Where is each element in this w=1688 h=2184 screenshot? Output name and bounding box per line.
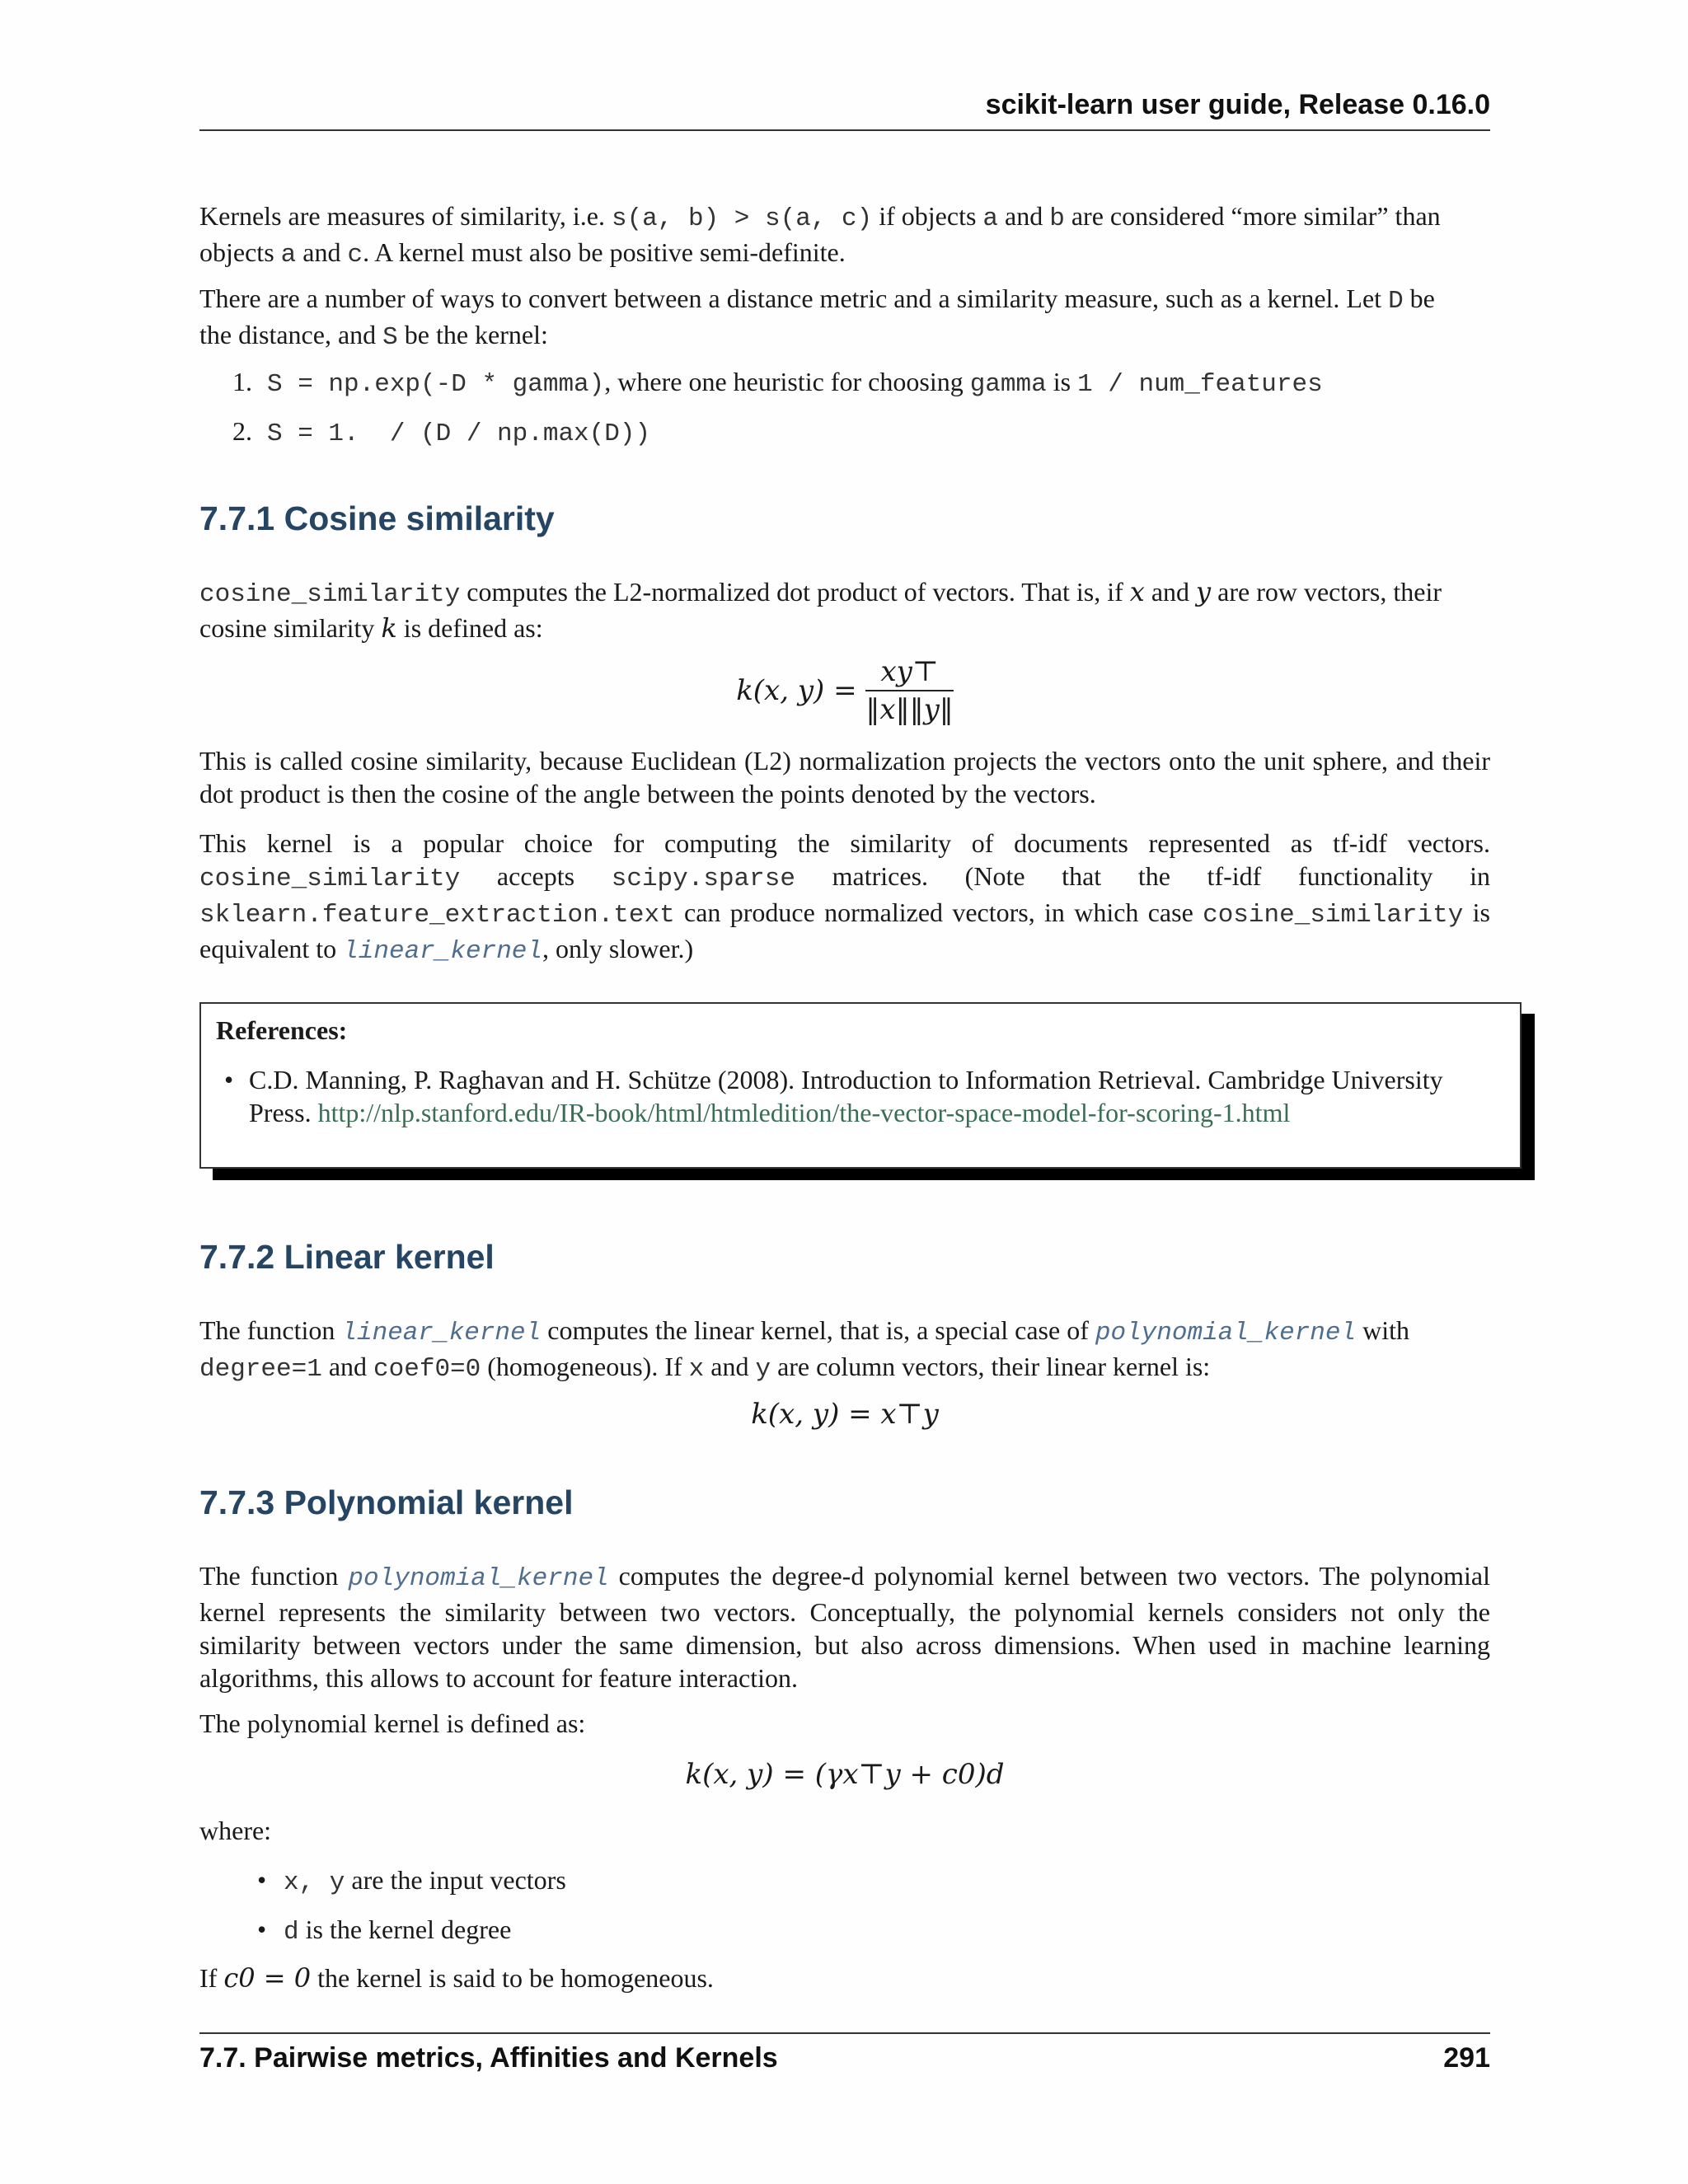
polynomial-paragraph-1	[199, 1559, 1490, 1694]
reference-link[interactable]: http://nlp.stanford.edu/IR-book/html/htmledition/the-vector-space-model-for-scoring-1.html	[317, 1098, 1291, 1127]
equation-lhs: k(x, y) =	[736, 674, 866, 707]
text: can produce normalized vectors, in which case	[674, 898, 1203, 927]
inline-code: x	[688, 1355, 705, 1384]
conversion-list-item-2	[232, 415, 650, 451]
text: computes the L2-normalized dot product of vectors. That is, if	[460, 577, 1130, 607]
linear-kernel-link[interactable]: linear_kernel	[341, 1319, 542, 1347]
fraction-denominator: ‖x‖‖y‖	[865, 693, 954, 726]
intro-paragraph-2	[199, 282, 1490, 354]
conversion-list-item-1	[232, 365, 1323, 401]
homogeneous-note	[199, 1961, 1490, 1994]
text: and	[296, 237, 348, 267]
inline-code: scipy.sparse	[611, 865, 795, 893]
list-item	[257, 1863, 566, 1900]
text: (homogeneous). If	[481, 1352, 689, 1381]
linear-kernel-link[interactable]: linear_kernel	[343, 937, 543, 966]
references-title: References:	[216, 1015, 348, 1045]
text: are the input vectors	[345, 1865, 566, 1895]
inline-code: cosine_similarity	[199, 580, 461, 609]
section-heading-polynomial: 7.7.3 Polynomial kernel	[199, 1483, 574, 1521]
cosine-paragraph-3	[199, 827, 1490, 968]
inline-code: cosine_similarity	[1203, 901, 1464, 930]
text: accepts	[460, 861, 612, 891]
text: This kernel is a popular choice for computing the similarity of documents represented as tf-idf vectors.	[199, 828, 1490, 858]
inline-code: S = 1. / (D / np.max(D))	[267, 419, 651, 448]
text: matrices. (Note that the tf-idf functionality in	[795, 861, 1491, 891]
text: Kernels are measures of similarity, i.e.	[199, 201, 612, 231]
text: computes the degree-d polynomial kernel between two vectors. The polynomial kernel represents the similarity between two vectors. Conceptually, the polynomial kernels considers not only the similarity between vectors under the same dimension, but also across dimensions. When used in machine learning algorithms, this allows to account for feature interaction.	[199, 1561, 1491, 1693]
list-number: 1.	[232, 367, 252, 396]
footer-section-title: 7.7. Pairwise metrics, Affinities and Kernels	[199, 2042, 778, 2074]
inline-code: b	[1049, 204, 1065, 233]
text: and	[321, 1352, 374, 1381]
cosine-equation	[199, 655, 1490, 726]
bullet: •	[224, 1065, 234, 1094]
fraction	[865, 655, 953, 726]
text: The function	[199, 1315, 342, 1345]
fraction-numerator: xy⊤	[865, 655, 953, 691]
bullet: •	[257, 1865, 267, 1895]
math-expression: c0 = 0	[223, 1962, 312, 1994]
inline-code: coef0=0	[373, 1355, 481, 1384]
text: are column vectors, their linear kernel is:	[771, 1352, 1211, 1381]
inline-code: d	[284, 1918, 299, 1947]
inline-code: S = np.exp(-D * gamma)	[267, 370, 605, 399]
inline-code: sklearn.feature_extraction.text	[199, 901, 675, 930]
linear-equation: k(x, y) = x⊤y	[751, 1398, 939, 1431]
where-label: where:	[199, 1816, 272, 1845]
section-heading-cosine: 7.7.1 Cosine similarity	[199, 499, 555, 537]
inline-code: S	[382, 323, 398, 352]
text: , only slower.)	[542, 934, 694, 963]
math-var: x	[1129, 576, 1145, 607]
math-var: y	[1196, 576, 1212, 607]
list-number: 2.	[232, 416, 252, 446]
text: are row vectors, their	[1211, 577, 1442, 607]
inline-code: gamma	[969, 370, 1047, 399]
references-box	[199, 1002, 1522, 1169]
text: if objects	[872, 201, 983, 231]
inline-code: a	[982, 204, 999, 233]
inline-code: D	[1388, 287, 1404, 316]
inline-code: degree=1	[199, 1355, 322, 1384]
section-heading-linear: 7.7.2 Linear kernel	[199, 1238, 495, 1276]
footer-rule	[199, 2032, 1490, 2034]
text: and	[704, 1352, 756, 1381]
text: and	[998, 201, 1050, 231]
reference-item	[224, 1063, 1477, 1129]
reference-text: C.D. Manning, P. Raghavan and H. Schütze (2008). Introduction to Information Retrieval. Cambridge University Press.	[249, 1065, 1443, 1127]
polynomial-kernel-link[interactable]: polynomial_kernel	[348, 1564, 609, 1593]
polynomial-equation: k(x, y) = (γx⊤y + c0)d	[685, 1758, 1005, 1791]
inline-code: c	[347, 241, 363, 269]
text: computes the linear kernel, that is, a special case of	[541, 1315, 1095, 1345]
inline-code: s(a, b) > s(a, c)	[611, 204, 873, 233]
text: the distance, and	[199, 320, 383, 349]
polynomial-kernel-link[interactable]: polynomial_kernel	[1095, 1319, 1357, 1347]
inline-code: 1 / num_features	[1077, 370, 1323, 399]
text: is equivalent to	[199, 898, 1491, 963]
text: with	[1356, 1315, 1410, 1345]
linear-paragraph	[199, 1314, 1490, 1386]
text: is the kernel degree	[298, 1915, 512, 1944]
text: There are a number of ways to convert between a distance metric and a similarity measure, such as a kernel. Let	[199, 284, 1389, 313]
polynomial-paragraph-2: The polynomial kernel is defined as:	[199, 1708, 586, 1738]
text: is	[1046, 367, 1078, 396]
cosine-paragraph-1	[199, 575, 1490, 644]
text: and	[1144, 577, 1197, 607]
text: are considered “more similar” than	[1064, 201, 1441, 231]
text: The function	[199, 1561, 349, 1591]
text: If	[199, 1963, 224, 1993]
text: be the kernel:	[397, 320, 548, 349]
inline-code: x, y	[284, 1868, 345, 1897]
text: be	[1403, 284, 1435, 313]
text: is defined as:	[396, 613, 543, 643]
bullet: •	[257, 1915, 267, 1944]
text: , where one heuristic for choosing	[604, 367, 970, 396]
inline-code: a	[280, 241, 297, 269]
text: cosine similarity	[199, 613, 382, 643]
page-number: 291	[1443, 2042, 1490, 2074]
running-header: scikit-learn user guide, Release 0.16.0	[985, 89, 1490, 120]
text: objects	[199, 237, 281, 267]
text: the kernel is said to be homogeneous.	[311, 1963, 714, 1993]
list-item	[257, 1913, 511, 1949]
header-rule	[199, 129, 1490, 131]
math-var: k	[381, 612, 397, 644]
cosine-paragraph-2: This is called cosine similarity, because Euclidean (L2) normalization projects the vectors onto the unit sphere, and their dot product is then the cosine of the angle between the points denoted by the vectors.	[199, 746, 1490, 808]
inline-code: cosine_similarity	[199, 865, 461, 893]
inline-code: y	[755, 1355, 771, 1384]
intro-paragraph-1	[199, 199, 1490, 272]
text: . A kernel must also be positive semi-definite.	[363, 237, 846, 267]
